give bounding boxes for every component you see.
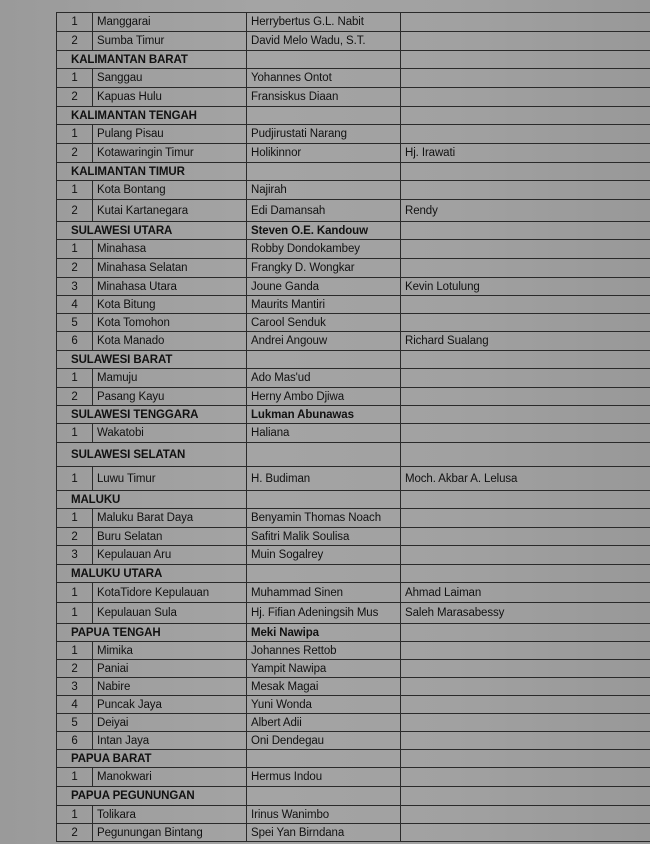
- region-name: Mimika: [93, 642, 247, 660]
- region-name: Kepulauan Aru: [93, 546, 247, 565]
- province-leader: [247, 491, 401, 509]
- row-number: 1: [57, 603, 93, 624]
- official-name: Benyamin Thomas Noach: [247, 509, 401, 528]
- table-row: [57, 314, 650, 332]
- province-leader: Steven O.E. Kandouw: [247, 222, 401, 240]
- row-number: 4: [57, 696, 93, 714]
- province-leader: [247, 51, 401, 69]
- region-name: Kutai Kartanegara: [93, 200, 247, 222]
- row-number: 1: [57, 806, 93, 824]
- deputy-name: [401, 32, 650, 51]
- deputy-name: [401, 424, 650, 443]
- province-name: MALUKU: [57, 491, 247, 509]
- region-name: Paniai: [93, 660, 247, 678]
- official-name: Frangky D. Wongkar: [247, 259, 401, 278]
- official-name: Herny Ambo Djiwa: [247, 388, 401, 406]
- deputy-name: Moch. Akbar A. Lelusa: [401, 467, 650, 491]
- province-header-row: [57, 443, 650, 467]
- empty-cell: [401, 787, 650, 806]
- empty-cell: [401, 107, 650, 125]
- deputy-name: [401, 296, 650, 314]
- row-number: 1: [57, 642, 93, 660]
- row-number: 2: [57, 32, 93, 51]
- province-name: KALIMANTAN BARAT: [57, 51, 247, 69]
- province-name: SULAWESI TENGGARA: [57, 406, 247, 424]
- region-name: Kota Tomohon: [93, 314, 247, 332]
- table-row: [57, 732, 650, 750]
- table-row: [57, 69, 650, 88]
- official-name: H. Budiman: [247, 467, 401, 491]
- official-name: Mesak Magai: [247, 678, 401, 696]
- official-name: Yuni Wonda: [247, 696, 401, 714]
- row-number: 1: [57, 509, 93, 528]
- deputy-name: [401, 642, 650, 660]
- table-row: [57, 603, 650, 624]
- table-row: [57, 240, 650, 259]
- row-number: 3: [57, 278, 93, 296]
- row-number: 5: [57, 314, 93, 332]
- region-name: Minahasa Selatan: [93, 259, 247, 278]
- row-number: 1: [57, 125, 93, 144]
- table-row: [57, 181, 650, 200]
- province-leader: [247, 787, 401, 806]
- row-number: 1: [57, 369, 93, 388]
- table-row: [57, 32, 650, 51]
- region-name: Tolikara: [93, 806, 247, 824]
- deputy-name: [401, 696, 650, 714]
- region-name: Minahasa Utara: [93, 278, 247, 296]
- table-row: [57, 642, 650, 660]
- empty-cell: [401, 443, 650, 467]
- province-header-row: [57, 491, 650, 509]
- deputy-name: [401, 806, 650, 824]
- region-name: Kota Bitung: [93, 296, 247, 314]
- table-row: [57, 88, 650, 107]
- deputy-name: [401, 369, 650, 388]
- region-name: Mamuju: [93, 369, 247, 388]
- province-name: PAPUA PEGUNUNGAN: [57, 787, 247, 806]
- region-name: Minahasa: [93, 240, 247, 259]
- official-name: Maurits Mantiri: [247, 296, 401, 314]
- row-number: 1: [57, 467, 93, 491]
- official-name: Hj. Fifian Adeningsih Mus: [247, 603, 401, 624]
- region-name: Buru Selatan: [93, 528, 247, 546]
- table-row: [57, 806, 650, 824]
- official-name: Spei Yan Birndana: [247, 824, 401, 842]
- region-name: KotaTidore Kepulauan: [93, 583, 247, 603]
- region-name: Sanggau: [93, 69, 247, 88]
- table-row: [57, 660, 650, 678]
- deputy-name: [401, 314, 650, 332]
- row-number: 2: [57, 528, 93, 546]
- official-name: David Melo Wadu, S.T.: [247, 32, 401, 51]
- province-header-row: [57, 787, 650, 806]
- province-leader: [247, 750, 401, 768]
- province-name: SULAWESI BARAT: [57, 351, 247, 369]
- province-leader: [247, 351, 401, 369]
- official-name: Safitri Malik Soulisa: [247, 528, 401, 546]
- table-row: [57, 696, 650, 714]
- table-row: [57, 332, 650, 351]
- deputy-name: [401, 388, 650, 406]
- deputy-name: [401, 125, 650, 144]
- official-name: Muin Sogalrey: [247, 546, 401, 565]
- row-number: 4: [57, 296, 93, 314]
- province-name: SULAWESI SELATAN: [57, 443, 247, 467]
- region-name: Wakatobi: [93, 424, 247, 443]
- official-name: Pudjirustati Narang: [247, 125, 401, 144]
- empty-cell: [401, 51, 650, 69]
- province-name: KALIMANTAN TENGAH: [57, 107, 247, 125]
- official-name: Najirah: [247, 181, 401, 200]
- deputy-name: [401, 69, 650, 88]
- row-number: 2: [57, 660, 93, 678]
- deputy-name: Ahmad Laiman: [401, 583, 650, 603]
- empty-cell: [401, 491, 650, 509]
- region-name: Intan Jaya: [93, 732, 247, 750]
- official-name: Johannes Rettob: [247, 642, 401, 660]
- row-number: 2: [57, 824, 93, 842]
- deputy-name: [401, 181, 650, 200]
- province-header-row: [57, 107, 650, 125]
- deputy-name: [401, 546, 650, 565]
- table-row: [57, 768, 650, 787]
- official-name: Albert Adii: [247, 714, 401, 732]
- row-number: 1: [57, 69, 93, 88]
- region-name: Manggarai: [93, 13, 247, 32]
- official-name: Holikinnor: [247, 144, 401, 163]
- province-header-row: [57, 406, 650, 424]
- officials-table: [56, 12, 650, 842]
- province-header-row: [57, 624, 650, 642]
- table-row: [57, 13, 650, 32]
- table-row: [57, 259, 650, 278]
- deputy-name: [401, 732, 650, 750]
- deputy-name: [401, 509, 650, 528]
- row-number: 5: [57, 714, 93, 732]
- empty-cell: [401, 624, 650, 642]
- official-name: Fransiskus Diaan: [247, 88, 401, 107]
- official-name: Yampit Nawipa: [247, 660, 401, 678]
- province-leader: [247, 163, 401, 181]
- row-number: 1: [57, 181, 93, 200]
- row-number: 3: [57, 546, 93, 565]
- province-name: MALUKU UTARA: [57, 565, 247, 583]
- row-number: 1: [57, 240, 93, 259]
- row-number: 2: [57, 88, 93, 107]
- empty-cell: [401, 351, 650, 369]
- province-leader: Lukman Abunawas: [247, 406, 401, 424]
- row-number: 2: [57, 200, 93, 222]
- official-name: Hermus Indou: [247, 768, 401, 787]
- table-row: [57, 296, 650, 314]
- region-name: Maluku Barat Daya: [93, 509, 247, 528]
- table-row: [57, 467, 650, 491]
- table-row: [57, 509, 650, 528]
- region-name: Kota Manado: [93, 332, 247, 351]
- province-name: KALIMANTAN TIMUR: [57, 163, 247, 181]
- deputy-name: [401, 240, 650, 259]
- province-leader: [247, 107, 401, 125]
- table-row: [57, 528, 650, 546]
- table-row: [57, 678, 650, 696]
- empty-cell: [401, 406, 650, 424]
- official-name: Herrybertus G.L. Nabit: [247, 13, 401, 32]
- table-row: [57, 388, 650, 406]
- province-header-row: [57, 51, 650, 69]
- row-number: 2: [57, 144, 93, 163]
- official-name: Oni Dendegau: [247, 732, 401, 750]
- empty-cell: [401, 750, 650, 768]
- region-name: Luwu Timur: [93, 467, 247, 491]
- region-name: Pulang Pisau: [93, 125, 247, 144]
- table-row: [57, 546, 650, 565]
- row-number: 2: [57, 388, 93, 406]
- deputy-name: Richard Sualang: [401, 332, 650, 351]
- region-name: Pegunungan Bintang: [93, 824, 247, 842]
- table-row: [57, 424, 650, 443]
- row-number: 1: [57, 13, 93, 32]
- empty-cell: [401, 163, 650, 181]
- empty-cell: [401, 222, 650, 240]
- deputy-name: [401, 678, 650, 696]
- province-header-row: [57, 351, 650, 369]
- region-name: Deiyai: [93, 714, 247, 732]
- table-row: [57, 200, 650, 222]
- empty-cell: [401, 565, 650, 583]
- official-name: Yohannes Ontot: [247, 69, 401, 88]
- official-name: Haliana: [247, 424, 401, 443]
- region-name: Kotawaringin Timur: [93, 144, 247, 163]
- deputy-name: [401, 660, 650, 678]
- row-number: 2: [57, 259, 93, 278]
- deputy-name: Kevin Lotulung: [401, 278, 650, 296]
- deputy-name: [401, 259, 650, 278]
- province-header-row: [57, 163, 650, 181]
- deputy-name: [401, 528, 650, 546]
- table-row: [57, 278, 650, 296]
- region-name: Manokwari: [93, 768, 247, 787]
- deputy-name: Rendy: [401, 200, 650, 222]
- official-name: Edi Damansah: [247, 200, 401, 222]
- deputy-name: Saleh Marasabessy: [401, 603, 650, 624]
- official-name: Robby Dondokambey: [247, 240, 401, 259]
- region-name: Puncak Jaya: [93, 696, 247, 714]
- deputy-name: [401, 768, 650, 787]
- region-name: Kota Bontang: [93, 181, 247, 200]
- province-name: PAPUA BARAT: [57, 750, 247, 768]
- official-name: Ado Mas'ud: [247, 369, 401, 388]
- province-leader: Meki Nawipa: [247, 624, 401, 642]
- official-name: Andrei Angouw: [247, 332, 401, 351]
- region-name: Pasang Kayu: [93, 388, 247, 406]
- province-header-row: [57, 750, 650, 768]
- deputy-name: [401, 13, 650, 32]
- deputy-name: [401, 714, 650, 732]
- region-name: Kepulauan Sula: [93, 603, 247, 624]
- deputy-name: Hj. Irawati: [401, 144, 650, 163]
- region-name: Sumba Timur: [93, 32, 247, 51]
- province-name: SULAWESI UTARA: [57, 222, 247, 240]
- table-row: [57, 714, 650, 732]
- province-name: PAPUA TENGAH: [57, 624, 247, 642]
- official-name: Muhammad Sinen: [247, 583, 401, 603]
- official-name: Irinus Wanimbo: [247, 806, 401, 824]
- table-row: [57, 583, 650, 603]
- province-header-row: [57, 222, 650, 240]
- row-number: 6: [57, 732, 93, 750]
- row-number: 6: [57, 332, 93, 351]
- row-number: 1: [57, 768, 93, 787]
- table-row: [57, 144, 650, 163]
- province-leader: [247, 443, 401, 467]
- province-leader: [247, 565, 401, 583]
- region-name: Kapuas Hulu: [93, 88, 247, 107]
- deputy-name: [401, 824, 650, 842]
- row-number: 1: [57, 424, 93, 443]
- province-header-row: [57, 565, 650, 583]
- table-row: [57, 824, 650, 842]
- row-number: 3: [57, 678, 93, 696]
- table-row: [57, 125, 650, 144]
- official-name: Carool Senduk: [247, 314, 401, 332]
- region-name: Nabire: [93, 678, 247, 696]
- official-name: Joune Ganda: [247, 278, 401, 296]
- deputy-name: [401, 88, 650, 107]
- table-row: [57, 369, 650, 388]
- row-number: 1: [57, 583, 93, 603]
